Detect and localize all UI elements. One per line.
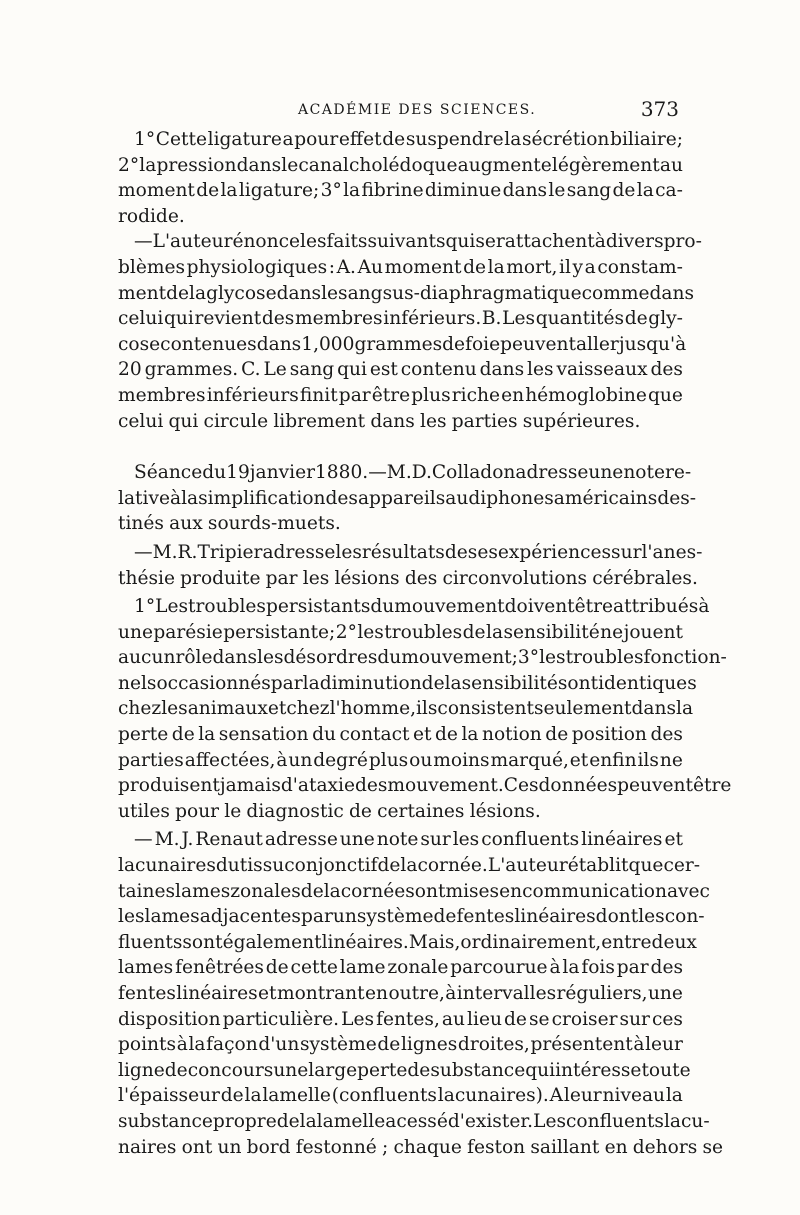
text-line: — M. R. Tripier adresse les résultats de ses expériences sur l'anes- (134, 541, 703, 563)
text-line: lative à la simplification des appareils audiphones américains des- (118, 487, 697, 509)
page-header (118, 97, 683, 126)
text-line: utiles pour le diagnostic de certaines lésions. (118, 800, 541, 822)
text-line: 2° la pression dans le canal cholédoque augmente légèrement au (118, 154, 683, 176)
paragraph-tripier (118, 540, 703, 591)
text-line: points à la façon d'un système de lignes droites, présentent à leur (118, 1034, 683, 1056)
text-line: thésie produite par les lésions des circonvolutions cérébrales. (118, 567, 698, 589)
text-line: Séance du 19 janvier 1880. — M. D. Colladon adresse une note re- (134, 462, 692, 484)
text-line: l'épaisseur de la lamelle (confluents lacunaires). A leur niveau la (118, 1085, 683, 1107)
text-line: — L'auteur énonce les faits suivants qui se rattachent à divers pro- (134, 231, 702, 253)
text-line: — M. J. Renaut adresse une note sur les confluents linéaires et (134, 829, 683, 851)
text-line: une parésie persistante; 2° les troubles de la sensibilité ne jouent (118, 621, 683, 643)
paragraph-seance (118, 460, 697, 537)
text-line: aucun rôle dans les désordres du mouvement; 3° les troubles fonction- (118, 647, 727, 669)
text-line: moment de la ligature; 3° la fibrine diminue dans le sang de la ca- (118, 180, 683, 202)
text-line: rodide. (118, 205, 185, 227)
text-line: 1° Les troubles persistants du mouvement doivent être attribués à (134, 596, 710, 618)
text-line: nels occasionnés par la diminution de la sensibilité sont identiques (118, 672, 697, 694)
text-line: naires ont un bord festonné ; chaque feston saillant en dehors se (118, 1136, 724, 1158)
text-line: 20 grammes. C. Le sang qui est contenu dans les vaisseaux des (118, 359, 683, 381)
text-line: celui qui circule librement dans les parties supérieures. (118, 410, 641, 432)
text-line: lacunaires du tissu conjonctif de la cornée. L'auteur établit que cer- (118, 855, 701, 877)
page-number: 373 (640, 97, 679, 121)
section-gap (118, 434, 683, 460)
text-line: parties affectées, à un degré plus ou moins marqué, et enfin ils ne (118, 749, 683, 771)
paragraph-glycose (118, 229, 702, 434)
text-line: tinés aux sourds-muets. (118, 513, 341, 535)
text-line: cose contenues dans 1,000 grammes de foie peuvent aller jusqu'à (118, 333, 687, 355)
text-line: taines lames zonales de la cornée sont mises en communication avec (118, 880, 710, 902)
text-line: 1° Cette ligature a pour effet de suspendre la sécrétion biliaire; (134, 129, 683, 150)
paragraph-renaut (118, 827, 724, 1160)
running-head: ACADÉMIE DES SCIENCES. (298, 102, 537, 118)
text-line: fentes linéaires et montrant en outre, à intervalles réguliers, une (118, 983, 683, 1004)
text-line: ment de la glycose dans le sang sus-diaphragmatique comme dans (118, 282, 695, 304)
text-line: fluents sont également linéaires. Mais, ordinairement, entre deux (118, 931, 697, 953)
text-line: les lames adjacentes par un système de fentes linéaires dont les con- (118, 906, 705, 928)
text-line: disposition particulière. Les fentes, au lieu de se croiser sur ces (118, 1008, 683, 1030)
text-line: ligne de concours une large perte de substance qui intéresse toute (118, 1059, 691, 1081)
paragraph-ligature (118, 127, 683, 229)
paragraph-troubles (118, 594, 732, 824)
text-line: membres inférieurs finit par être plus riche en hémoglobine que (118, 384, 683, 406)
text-line: perte de la sensation du contact et de la notion de position des (118, 724, 683, 746)
text-line: substance propre de la lamelle a cessé d'exister. Les confluents lacu- (118, 1110, 710, 1132)
text-line: blèmes physiologiques : A. Au moment de la mort, il y a constam- (118, 256, 683, 278)
text-line: celui qui revient des membres inférieurs. B. Les quantités de gly- (118, 308, 683, 330)
text-line: produisent jamais d'ataxie des mouvement. Ces données peuvent être (118, 775, 732, 797)
body-text (118, 127, 732, 1160)
text-line: lames fenêtrées de cette lame zonale parcourue à la fois par des (118, 957, 683, 979)
text-line: chez les animaux et chez l'homme, ils consistent seulement dans la (118, 698, 694, 720)
